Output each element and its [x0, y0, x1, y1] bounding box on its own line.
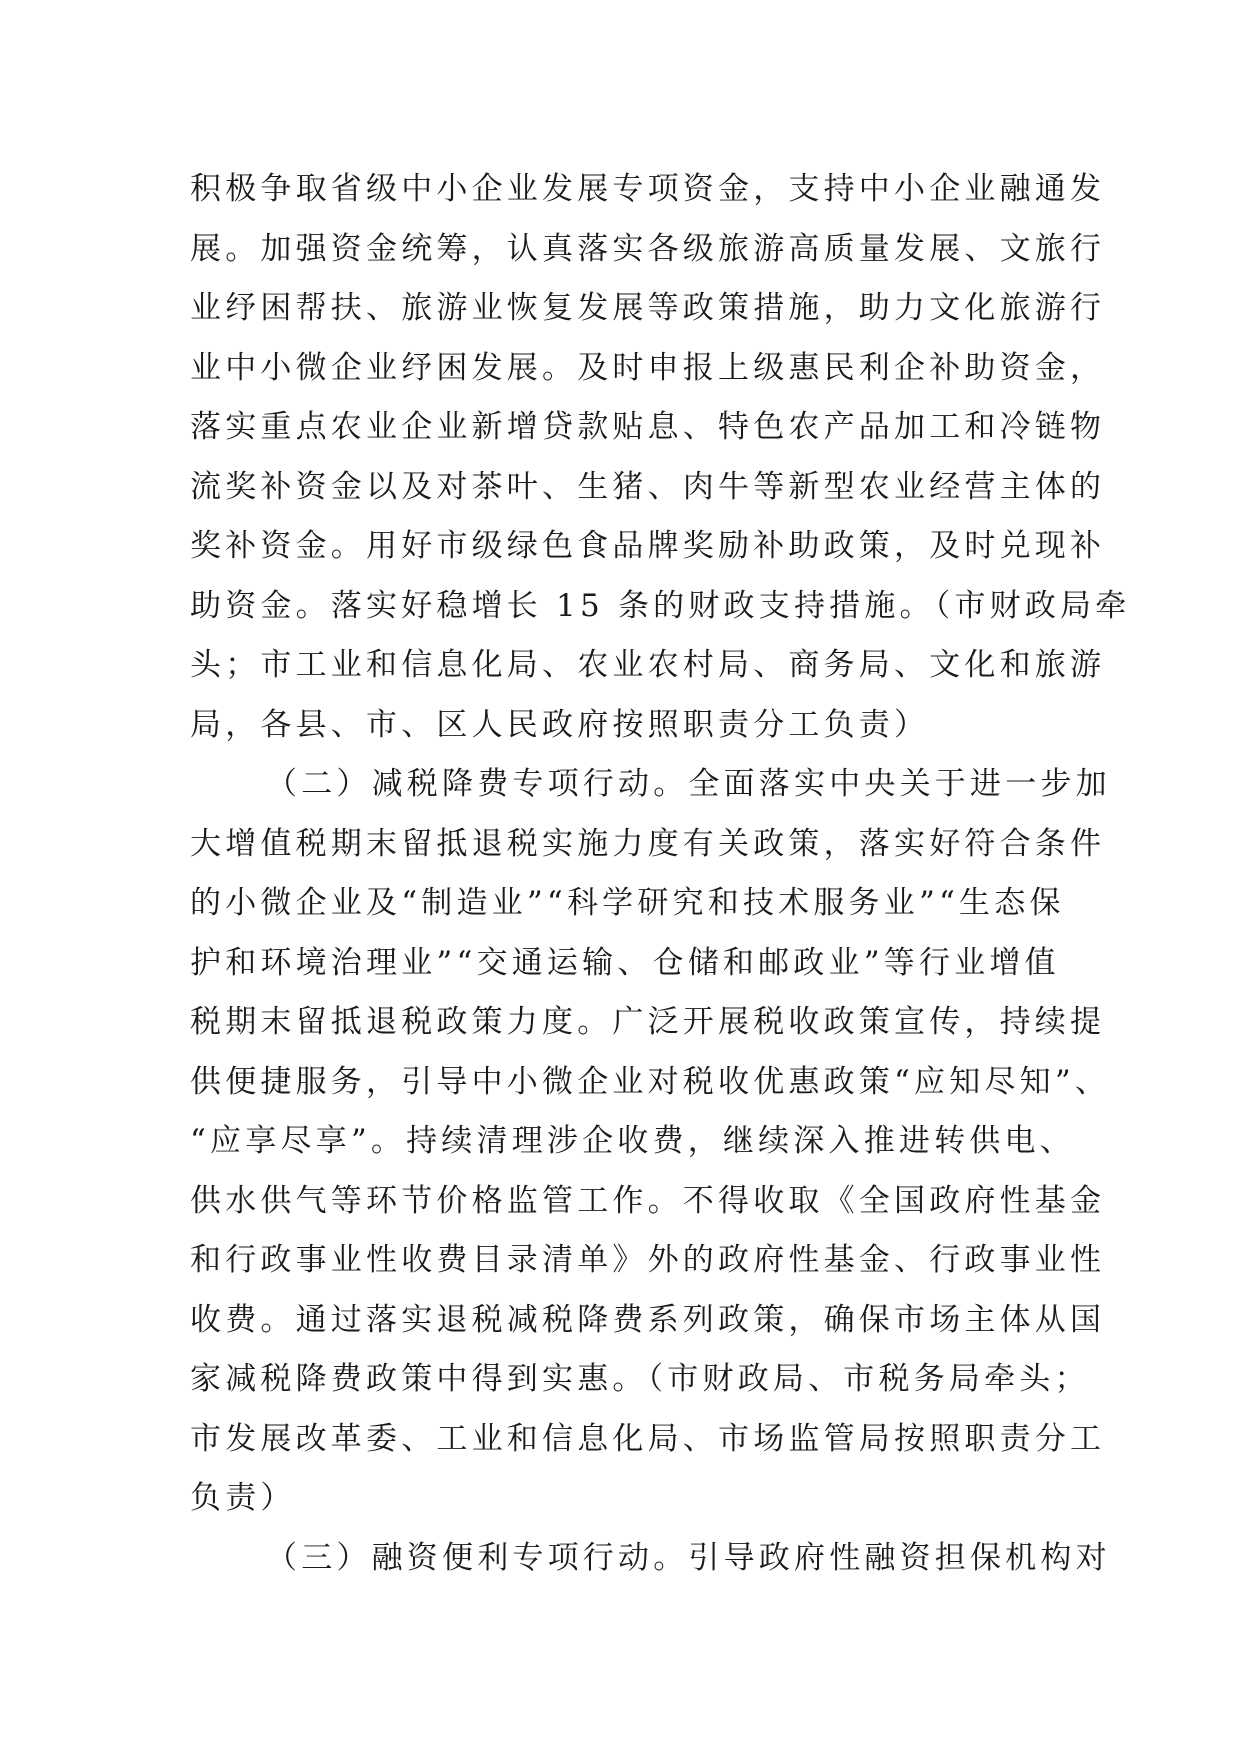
- section-heading-line: （二）减税降费专项行动。全面落实中央关于进一步加: [266, 766, 1111, 802]
- text-line: 流奖补资金以及对茶叶、生猪、肉牛等新型农业经营主体的: [190, 468, 1106, 505]
- text-line: 业中小微企业纾困发展。及时申报上级惠民利企补助资金，: [190, 349, 1106, 386]
- text-line: 奖补资金。用好市级绿色食品牌奖励补助政策，及时兑现补: [190, 528, 1106, 564]
- document-body: [190, 160, 1190, 1588]
- text-line: 税期末留抵退税政策力度。广泛开展税收政策宣传，持续提: [190, 1004, 1106, 1040]
- text-line: 大增值税期末留抵退税实施力度有关政策，落实好符合条件: [190, 825, 1106, 862]
- text-line: 收费。通过落实退税减税降费系列政策，确保市场主体从国: [190, 1301, 1106, 1338]
- text-line: 助资金。落实好稳增长 15 条的财政支持措施。（市财政局牵: [190, 587, 1131, 624]
- text-line: 头；市工业和信息化局、农业农村局、商务局、文化和旅游: [190, 647, 1106, 683]
- text-line: 落实重点农业企业新增贷款贴息、特色农产品加工和冷链物: [190, 409, 1106, 445]
- text-line: 的小微企业及“制造业”“科学研究和技术服务业”“生态保: [190, 885, 1065, 921]
- text-line: 家减税降费政策中得到实惠。（市财政局、市税务局牵头；: [190, 1361, 1090, 1397]
- section-heading-line: （三）融资便利专项行动。引导政府性融资担保机构对: [266, 1539, 1111, 1576]
- text-line: 负责）: [190, 1480, 296, 1516]
- text-line: 市发展改革委、工业和信息化局、市场监管局按照职责分工: [190, 1420, 1106, 1457]
- text-line: 供便捷服务，引导中小微企业对税收优惠政策“应知尽知”、: [190, 1063, 1111, 1100]
- text-line: “应享尽享”。持续清理涉企收费，继续深入推进转供电、: [190, 1123, 1075, 1159]
- text-line: 业纾困帮扶、旅游业恢复发展等政策措施，助力文化旅游行: [190, 290, 1106, 326]
- text-line: 和行政事业性收费目录清单》外的政府性基金、行政事业性: [190, 1242, 1106, 1278]
- text-line: 供水供气等环节价格监管工作。不得收取《全国政府性基金: [190, 1182, 1106, 1219]
- text-line: 护和环境治理业”“交通运输、仓储和邮政业”等行业增值: [190, 944, 1060, 981]
- text-line: 展。加强资金统筹，认真落实各级旅游高质量发展、文旅行: [190, 230, 1106, 267]
- text-line: 积极争取省级中小企业发展专项资金，支持中小企业融通发: [190, 171, 1106, 207]
- text-line: 局，各县、市、区人民政府按照职责分工负责）: [190, 706, 930, 743]
